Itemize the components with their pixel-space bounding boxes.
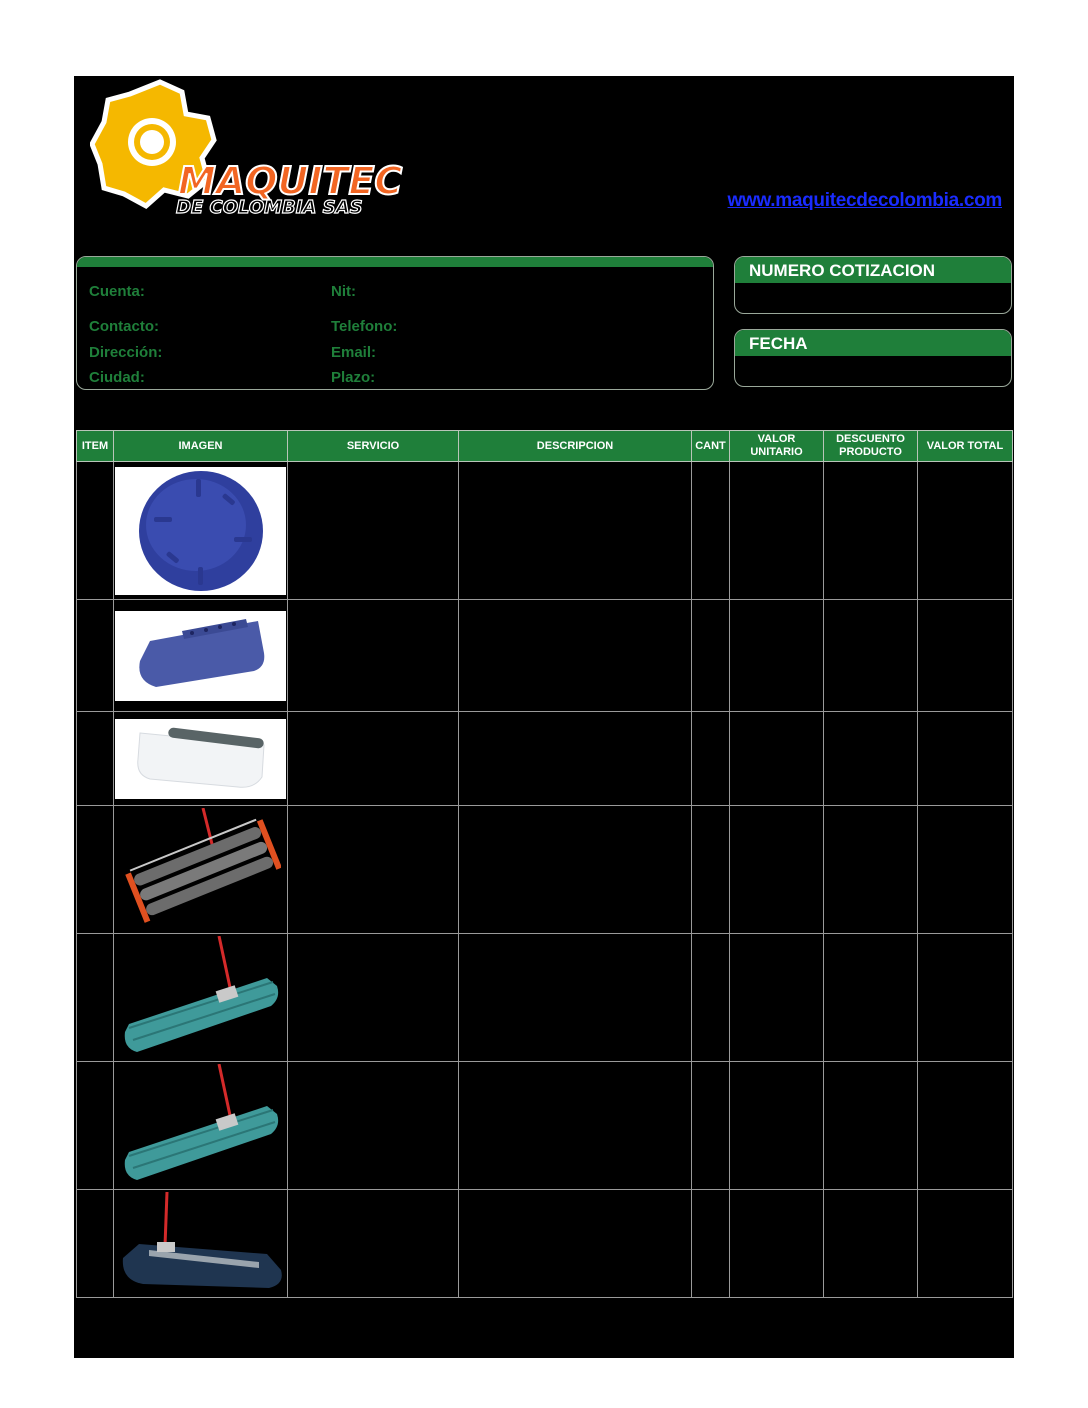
valor-unitario-cell <box>730 934 824 1062</box>
blue-finish-blade-image <box>126 611 276 701</box>
servicio-cell <box>288 934 459 1062</box>
header-servicio: SERVICIO <box>288 431 459 462</box>
header-imagen: IMAGEN <box>114 431 288 462</box>
item-cell <box>77 712 114 806</box>
image-cell <box>114 462 288 600</box>
logo-text-main: MAQUITEC <box>178 159 403 203</box>
white-plastic-blade-image <box>126 719 276 799</box>
date-label: FECHA <box>735 330 1011 356</box>
descuento-cell <box>824 462 918 600</box>
client-box-header-bar <box>77 257 713 267</box>
telefono-label: Telefono: <box>331 318 398 335</box>
valor-unitario-cell <box>730 1062 824 1190</box>
valor-total-cell <box>918 934 1013 1062</box>
descripcion-cell <box>459 600 692 712</box>
company-logo <box>90 78 434 218</box>
email-label: Email: <box>331 344 377 361</box>
valor-total-cell <box>918 1062 1013 1190</box>
table-row <box>77 712 1013 806</box>
header-cant: CANT <box>692 431 730 462</box>
plazo-label: Plazo: <box>331 369 376 386</box>
valor-total-cell <box>918 712 1013 806</box>
table-row <box>77 934 1013 1062</box>
cant-cell <box>692 1062 730 1190</box>
logo-text-sub: DE COLOMBIA SAS <box>176 197 363 218</box>
green-bull-float-image-2 <box>119 1064 283 1188</box>
valor-total-cell <box>918 600 1013 712</box>
servicio-cell <box>288 806 459 934</box>
ciudad-label: Ciudad: <box>89 369 145 386</box>
quotation-sheet <box>74 76 1014 1358</box>
image-cell <box>114 806 288 934</box>
quote-number-label: NUMERO COTIZACION <box>735 257 1011 283</box>
website-link[interactable]: www.maquitecdecolombia.com <box>727 190 1002 211</box>
servicio-cell <box>288 1190 459 1298</box>
quote-number-box <box>734 256 1012 314</box>
descripcion-cell <box>459 712 692 806</box>
item-cell <box>77 934 114 1062</box>
descripcion-cell <box>459 1062 692 1190</box>
cant-cell <box>692 712 730 806</box>
header-descripcion: DESCRIPCION <box>459 431 692 462</box>
descuento-cell <box>824 712 918 806</box>
table-row <box>77 600 1013 712</box>
valor-unitario-cell <box>730 712 824 806</box>
green-bull-float-image <box>119 936 283 1060</box>
descripcion-cell <box>459 934 692 1062</box>
servicio-cell <box>288 600 459 712</box>
header-valor-unitario: VALOR UNITARIO <box>730 431 824 462</box>
date-box <box>734 329 1012 387</box>
dark-bull-float-image <box>119 1192 283 1296</box>
descuento-cell <box>824 806 918 934</box>
header-valor-total: VALOR TOTAL <box>918 431 1013 462</box>
image-cell <box>114 934 288 1062</box>
item-cell <box>77 600 114 712</box>
descripcion-cell <box>459 806 692 934</box>
descripcion-cell <box>459 1190 692 1298</box>
valor-unitario-cell <box>730 600 824 712</box>
cuenta-label: Cuenta: <box>89 283 145 300</box>
nit-label: Nit: <box>331 283 356 300</box>
item-cell <box>77 1062 114 1190</box>
cant-cell <box>692 462 730 600</box>
valor-unitario-cell <box>730 462 824 600</box>
contacto-label: Contacto: <box>89 318 159 335</box>
quote-number-value <box>735 283 1011 313</box>
item-cell <box>77 462 114 600</box>
image-cell <box>114 600 288 712</box>
image-cell <box>114 1190 288 1298</box>
descuento-cell <box>824 600 918 712</box>
table-row <box>77 1190 1013 1298</box>
table-header-row <box>77 431 1013 462</box>
table-row <box>77 1062 1013 1190</box>
servicio-cell <box>288 712 459 806</box>
cant-cell <box>692 806 730 934</box>
descripcion-cell <box>459 462 692 600</box>
table-row <box>77 462 1013 600</box>
header-item: ITEM <box>77 431 114 462</box>
client-info-box <box>76 256 714 390</box>
valor-unitario-cell <box>730 1190 824 1298</box>
cant-cell <box>692 1190 730 1298</box>
items-table <box>76 430 1013 1298</box>
date-value <box>735 356 1011 386</box>
image-cell <box>114 712 288 806</box>
item-cell <box>77 806 114 934</box>
servicio-cell <box>288 462 459 600</box>
valor-total-cell <box>918 462 1013 600</box>
descuento-cell <box>824 934 918 1062</box>
direccion-label: Dirección: <box>89 344 163 361</box>
descuento-cell <box>824 1062 918 1190</box>
table-row <box>77 806 1013 934</box>
cant-cell <box>692 600 730 712</box>
descuento-cell <box>824 1190 918 1298</box>
blue-float-pan-image <box>136 467 266 595</box>
valor-total-cell <box>918 1190 1013 1298</box>
cant-cell <box>692 934 730 1062</box>
valor-unitario-cell <box>730 806 824 934</box>
valor-total-cell <box>918 806 1013 934</box>
header-descuento-producto: DESCUENTO PRODUCTO <box>824 431 918 462</box>
item-cell <box>77 1190 114 1298</box>
vibrating-screed-roller-image <box>121 808 281 932</box>
servicio-cell <box>288 1062 459 1190</box>
image-cell <box>114 1062 288 1190</box>
